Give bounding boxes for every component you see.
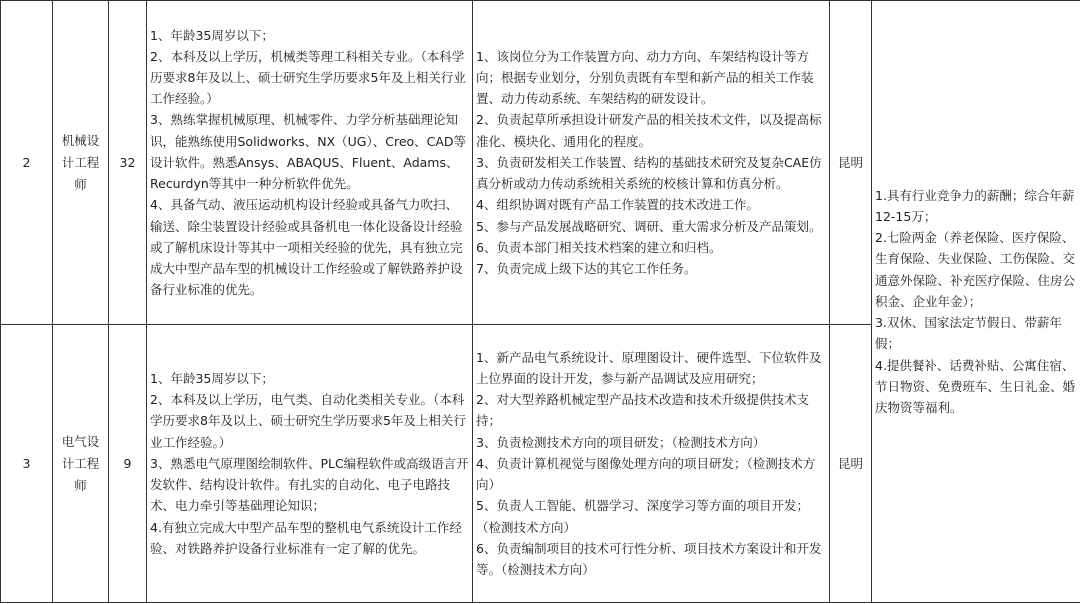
row-number: 3 xyxy=(1,325,53,603)
position-title xyxy=(53,325,109,603)
benefits-cell: 1.具有行业竞争力的薪酬；综合年薪12-15万； 2.七险两金（养老保险、医疗保险、生育保险、失业保险、工伤保险、交通意外保险、补充医疗保险、住房公积金、企业年金）； 3.双休、国家法定节假日、带薪年假； 4.提供餐补、话费补贴、公寓住宿、节日物资、免费班车、生日礼金、婚庆物资等福利。 xyxy=(872,1,1080,603)
work-location: 昆明 xyxy=(830,1,872,325)
duties-cell: 1、该岗位分为工作装置方向、动力方向、车架结构设计等方向；根据专业划分，分别负责既有车型和新产品的相关工作装置、动力传动系统、车架结构的研发设计。 2、负责起草所承担设计研发产品的相关技术文件，以及提高标准化、模块化、通用化的程度。 3、负责研发相关工作装置、结构的基础技术研究及复杂CAE仿真分析或动力传动系统相关系统的校核计算和仿真分析。 4、组织协调对既有产品工作装置的技术改进工作。 5、参与产品发展战略研究、调研、重大需求分析及产品策划。 6、负责本部门相关技术档案的建立和归档。 7、负责完成上级下达的其它工作任务。 xyxy=(473,1,830,325)
duties-cell: 1、新产品电气系统设计、原理图设计、硬件选型、下位软件及上位界面的设计开发，参与新产品调试及应用研究； 2、对大型养路机械定型产品技术改造和技术升级提供技术支持； 3、负责检测技术方向的项目研发；（检测技术方向） 4、负责计算机视觉与图像处理方向的项目研发；（检测技术方向） 5、负责人工智能、机器学习、深度学习等方面的项目开发；（检测技术方向） 6、负责编制项目的技术可行性分析、项目技术方案设计和开发等。（检测技术方向） xyxy=(473,325,830,603)
position-title-text: 机械设计工程师 xyxy=(61,132,100,192)
table-row xyxy=(1,1,1080,325)
work-location: 昆明 xyxy=(830,325,872,603)
position-title xyxy=(53,1,109,325)
requirements-cell: 1、年龄35周岁以下； 2、本科及以上学历，电气类、自动化类相关专业。（本科学历要求8年及以上、硕士研究生学历要求5年及上相关行业工作经验。） 3、熟悉电气原理图绘制软件、PLC编程软件或高级语言开发软件、结构设计软件。有扎实的自动化、电子电路技术、电力牵引等基础理论知识； 4.有独立完成大中型产品车型的整机电气系统设计工作经验、对铁路养护设备行业标准有一定了解的优先。 xyxy=(147,325,473,603)
position-title-text: 电气设计工程师 xyxy=(61,433,100,493)
requirements-cell: 1、年龄35周岁以下； 2、本科及以上学历，机械类等理工科相关专业。（本科学历要求8年及以上、硕士研究生学历要求5年及上相关行业工作经验。） 3、熟练掌握机械原理、机械零件、力学分析基础理论知识，能熟练使用Solidworks、NX（UG）、Creo、CAD等设计软件。熟悉Ansys、ABAQUS、Fluent、Adams、Recurdyn等其中一种分析软件优先。 4、具备气动、液压运动机构设计经验或具备气力吹扫、输送、除尘装置设计经验或具备机电一体化设备设计经验或了解机床设计等其中一项相关经验的优先，具有独立完成大中型产品车型的机械设计工作经验或了解铁路养护设备行业标准的优先。 xyxy=(147,1,473,325)
row-number: 2 xyxy=(1,1,53,325)
headcount: 9 xyxy=(109,325,147,603)
headcount: 32 xyxy=(109,1,147,325)
